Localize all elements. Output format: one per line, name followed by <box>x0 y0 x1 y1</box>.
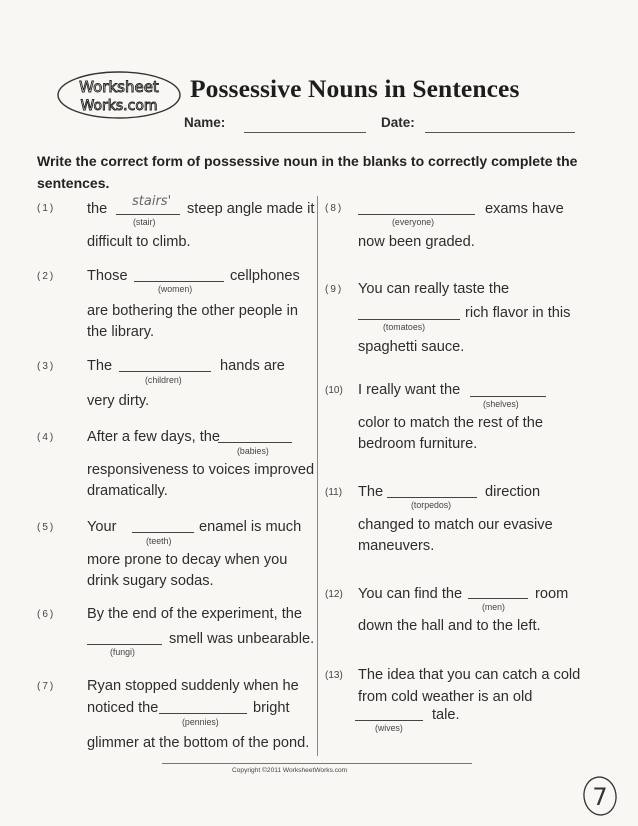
question-text: dramatically. <box>87 483 168 499</box>
question-number: (6) <box>37 609 56 620</box>
question-text: cellphones <box>230 268 300 284</box>
question-text: room <box>535 586 569 602</box>
instructions: Write the correct form of possessive noun in the blanks to correctly complete the sentences. <box>37 153 578 191</box>
worksheetworks-logo <box>56 70 182 120</box>
answer-blank[interactable] <box>358 318 460 320</box>
name-field[interactable] <box>244 131 366 133</box>
hint-word: (wives) <box>375 723 403 733</box>
hint-word: (babies) <box>237 446 269 456</box>
hint-word: (fungi) <box>110 647 135 657</box>
question-text: Your <box>87 519 117 535</box>
page-title: Possessive Nouns in Sentences <box>190 74 520 103</box>
hint-word: (women) <box>158 284 193 294</box>
answer-blank[interactable] <box>159 712 247 714</box>
question-number: (3) <box>37 361 56 372</box>
handwritten-answer: stairs' <box>132 194 172 209</box>
question-text: more prone to decay when you <box>87 552 288 568</box>
question-text: bedroom furniture. <box>358 436 478 452</box>
question-text: difficult to climb. <box>87 234 191 250</box>
question-text: steep angle made it <box>187 201 315 217</box>
answer-blank[interactable] <box>218 441 292 443</box>
answer-blank[interactable] <box>468 597 528 599</box>
question-text: down the hall and to the left. <box>358 618 541 634</box>
question-number: (4) <box>37 432 56 443</box>
question-text: I really want the <box>358 382 461 398</box>
question-number: (7) <box>37 681 56 692</box>
question-text: Ryan stopped suddenly when he <box>87 678 299 694</box>
question-number: (2) <box>37 271 56 282</box>
date-field[interactable] <box>425 131 575 133</box>
hint-word: (teeth) <box>146 536 172 546</box>
question-text: changed to match our evasive <box>358 517 553 533</box>
question-text: You can really taste the <box>358 281 510 297</box>
answer-blank[interactable] <box>134 280 224 282</box>
question-text: color to match the rest of the <box>358 415 543 431</box>
question-text: maneuvers. <box>358 538 435 554</box>
question-text: from cold weather is an old <box>358 689 533 705</box>
question-text: responsiveness to voices improved <box>87 462 315 478</box>
answer-blank[interactable] <box>119 370 211 372</box>
question-text: exams have <box>485 201 564 217</box>
question-text: noticed the <box>87 700 159 716</box>
column-divider <box>317 196 318 756</box>
hint-word: (pennies) <box>182 717 219 727</box>
question-number: (12) <box>325 589 343 600</box>
question-text: tale. <box>432 707 460 723</box>
answer-blank[interactable] <box>387 496 477 498</box>
question-text: After a few days, the <box>87 429 221 445</box>
logo-line2: Works.com <box>80 98 158 114</box>
logo-line1: Worksheet <box>79 78 159 96</box>
answer-blank[interactable] <box>87 643 162 645</box>
question-text: very dirty. <box>87 393 150 409</box>
answer-blank[interactable] <box>470 395 546 397</box>
page-mark-number: 7 <box>592 783 608 811</box>
question-number: (10) <box>325 385 343 396</box>
question-number: (11) <box>325 487 343 498</box>
question-number: (8) <box>325 203 344 214</box>
question-number: (1) <box>37 203 56 214</box>
hint-word: (shelves) <box>483 399 519 409</box>
question-text: spaghetti sauce. <box>358 339 465 355</box>
answer-blank[interactable] <box>132 531 194 533</box>
hint-word: (torpedos) <box>411 500 452 510</box>
question-text: drink sugary sodas. <box>87 573 214 589</box>
question-text: glimmer at the bottom of the pond. <box>87 735 310 751</box>
question-number: (5) <box>37 522 56 533</box>
copyright-notice: Copyright ©2011 WorksheetWorks.com <box>232 767 348 774</box>
question-text: rich flavor in this <box>465 305 571 321</box>
answer-blank[interactable] <box>358 213 475 215</box>
question-text: direction <box>485 484 541 500</box>
question-number: (9) <box>325 284 344 295</box>
hint-word: (stair) <box>133 217 156 227</box>
question-text: The <box>358 484 384 500</box>
answer-blank[interactable] <box>355 719 423 721</box>
question-text: You can find the <box>358 586 463 602</box>
question-text: the library. <box>87 324 155 340</box>
question-text: By the end of the experiment, the <box>87 606 302 622</box>
handwritten-page-mark <box>581 772 619 818</box>
hint-word: (everyone) <box>392 217 435 227</box>
name-label: Name: <box>184 115 226 130</box>
hint-word: (men) <box>482 602 505 612</box>
question-text: are bothering the other people in <box>87 303 298 319</box>
question-text: bright <box>253 700 290 716</box>
question-text: the <box>87 201 108 217</box>
answer-blank[interactable] <box>116 213 180 215</box>
date-label: Date: <box>381 115 415 130</box>
question-text: smell was unbearable. <box>169 631 315 647</box>
question-text: Those <box>87 268 128 284</box>
hint-word: (tomatoes) <box>383 322 426 332</box>
hint-word: (children) <box>145 375 182 385</box>
question-text: The idea that you can catch a cold <box>358 667 581 683</box>
question-text: enamel is much <box>199 519 302 535</box>
question-number: (13) <box>325 670 343 681</box>
footer-divider <box>162 763 472 764</box>
question-text: The <box>87 358 113 374</box>
question-text: now been graded. <box>358 234 475 250</box>
question-text: hands are <box>220 358 285 374</box>
